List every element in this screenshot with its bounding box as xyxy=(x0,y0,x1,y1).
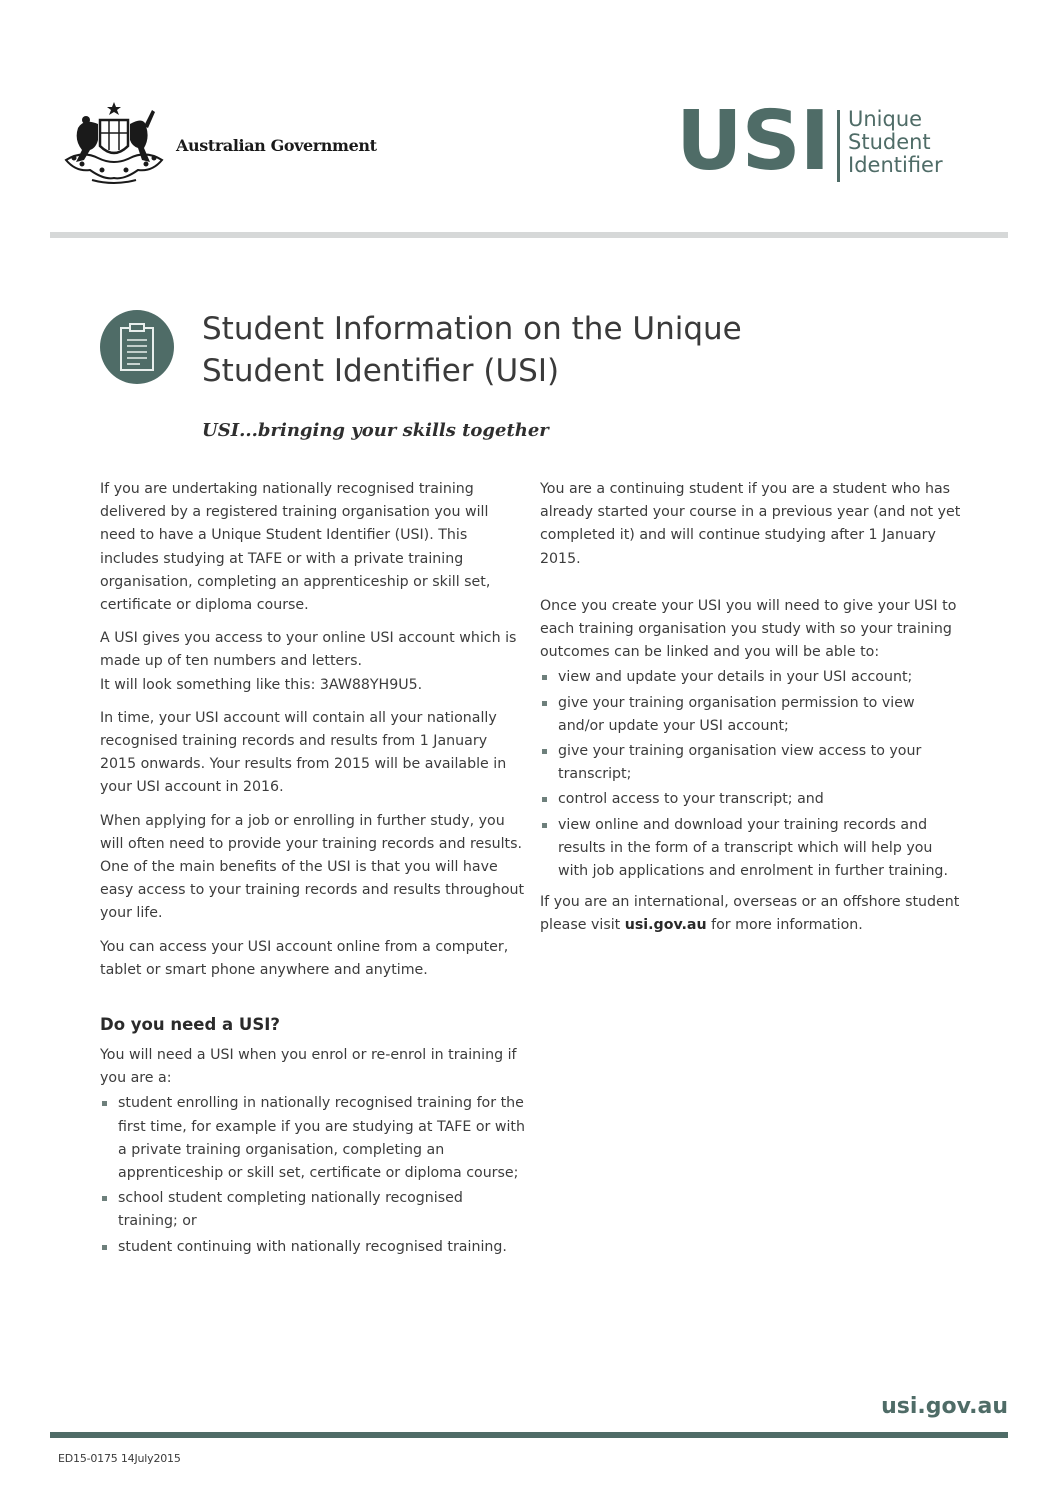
page-title-line-1: Student Information on the Unique xyxy=(202,311,742,347)
benefits-list xyxy=(540,666,965,883)
list-item: student continuing with nationally recognised training. xyxy=(100,1236,525,1259)
footer-divider xyxy=(50,1432,1008,1438)
list-item: give your training organisation permission to view and/or update your USI account; xyxy=(540,692,965,738)
requirements-list xyxy=(100,1092,525,1258)
list-item: control access to your transcript; and xyxy=(540,788,965,811)
left-column xyxy=(100,478,525,1261)
coat-of-arms-icon xyxy=(62,100,166,186)
list-item: give your training organisation view access to your transcript; xyxy=(540,740,965,786)
footer-website-link[interactable]: usi.gov.au xyxy=(881,1394,1008,1419)
list-item: school student completing nationally recognised training; or xyxy=(100,1187,525,1233)
document-code: ED15-0175 14July2015 xyxy=(58,1452,181,1465)
usi-logo xyxy=(676,94,976,189)
usi-logo-divider xyxy=(837,110,840,182)
paragraph: When applying for a job or enrolling in further study, you will often need to provide your training records and results. One of the main benefits of the USI is that you will have easy access to your training records and results throughout your life. xyxy=(100,812,525,922)
usi-logo-letters: USI xyxy=(676,94,830,189)
paragraph: You can access your USI account online from a computer, tablet or smart phone anywhere and anytime. xyxy=(100,938,509,978)
australian-government-logo xyxy=(62,100,392,186)
page-title-line-2: Student Identifier (USI) xyxy=(202,353,560,389)
list-item: student enrolling in nationally recognised training for the first time, for example if you are studying at TAFE or with a private training organisation, completing an apprenticeship or skill set, certificate or diploma course; xyxy=(100,1092,525,1185)
paragraph: If you are undertaking nationally recognised training delivered by a registered training organisation you will need to have a Unique Student Identifier (USI). This includes studying at TAFE or with a private training organisation, completing an apprenticeship or skill set, certificate or diploma course. xyxy=(100,481,491,614)
clipboard-icon xyxy=(100,310,174,384)
list-item: view and update your details in your USI account; xyxy=(540,666,965,689)
usi-logo-word-unique: Unique xyxy=(848,107,923,131)
usi-logo-word-student: Student xyxy=(848,130,931,154)
list-item: view online and download your training records and results in the form of a transcript which will help you with job applications and enrolment in further training. xyxy=(540,814,965,884)
government-name: Australian Government xyxy=(176,136,377,155)
paragraph: It will look something like this: 3AW88YH9U5. xyxy=(100,676,423,693)
section-heading: Do you need a USI? xyxy=(100,1015,280,1035)
header-divider xyxy=(50,232,1008,238)
paragraph: Once you create your USI you will need to give your USI to each training organisation you study with so your training outcomes can be linked and you will be able to: xyxy=(540,597,957,661)
paragraph: You are a continuing student if you are a student who has already started your course in a previous year (and not yet completed it) and will continue studying after 1 January 2015. xyxy=(540,481,961,567)
right-column xyxy=(540,478,965,948)
closing-text-after: for more information. xyxy=(706,917,863,934)
paragraph: A USI gives you access to your online USI account which is made up of ten numbers and letters. xyxy=(100,630,517,670)
closing-text-before: If you are an international, overseas or an offshore student please visit xyxy=(540,894,960,934)
tagline: USI...bringing your skills together xyxy=(202,420,549,441)
usi-logo-word-identifier: Identifier xyxy=(848,153,943,177)
closing-paragraph xyxy=(540,891,965,937)
paragraph: In time, your USI account will contain all your nationally recognised training records and results from 1 January 2015 onwards. Your results from 2015 will be available in your USI account in 2016. xyxy=(100,709,507,796)
section-intro: You will need a USI when you enrol or re-enrol in training if you are a: xyxy=(100,1047,517,1087)
page-title xyxy=(202,308,922,392)
usi-website-link[interactable]: usi.gov.au xyxy=(624,917,707,934)
